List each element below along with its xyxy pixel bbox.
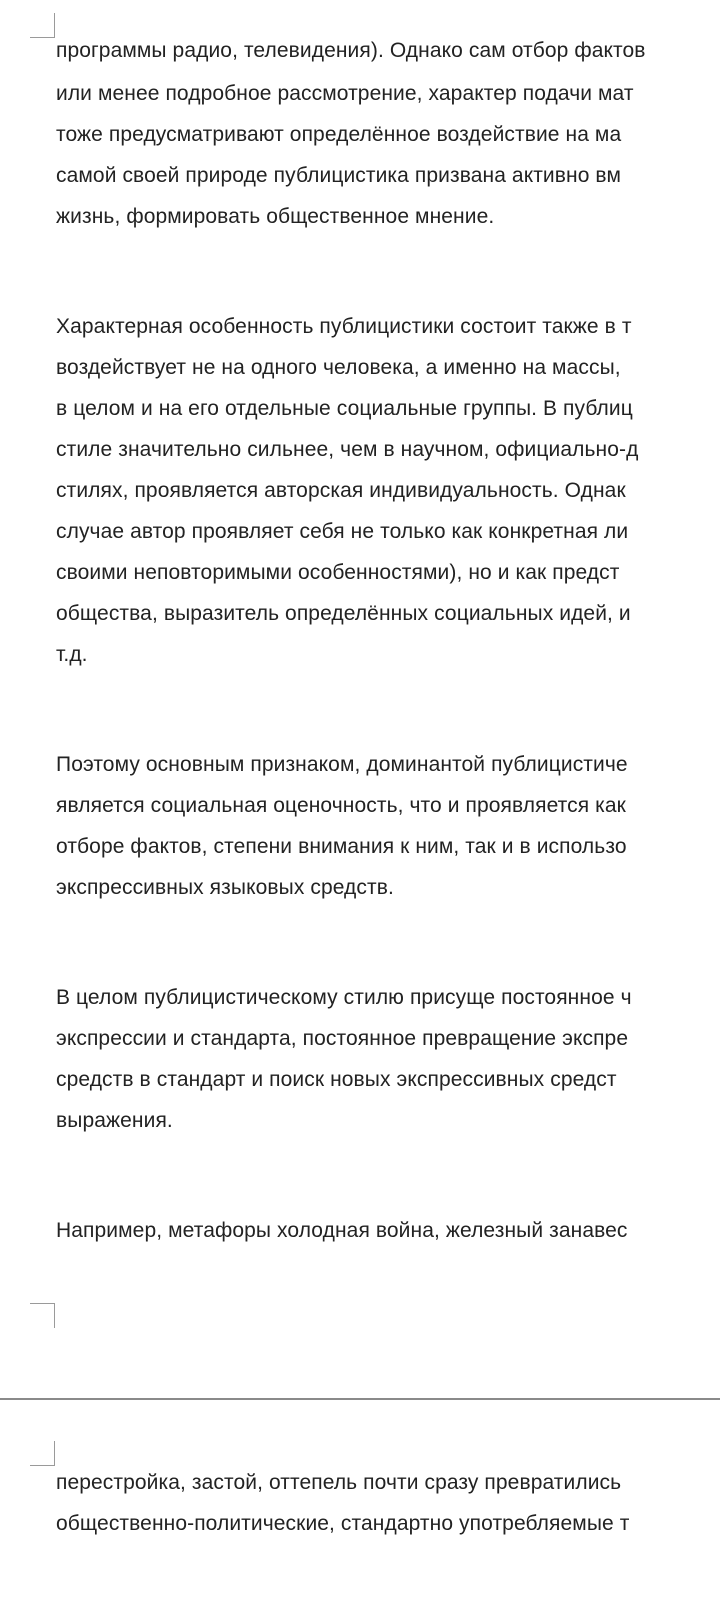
text-line: программы радио, телевидения). Однако сам отбор фактов bbox=[56, 39, 646, 62]
text-line: общества, выразитель определённых социальных идей, и bbox=[56, 602, 631, 625]
text-line: воздействует не на одного человека, а именно на массы, bbox=[56, 356, 621, 379]
text-line: в целом и на его отдельные социальные группы. В публиц bbox=[56, 397, 633, 420]
text-line: выражения. bbox=[56, 1109, 173, 1132]
page-corner-mark-top bbox=[30, 1441, 55, 1466]
page-corner-mark-bottom bbox=[30, 1303, 55, 1328]
text-line: экспрессии и стандарта, постоянное превращение экспре bbox=[56, 1027, 629, 1050]
text-line: является социальная оценочность, что и проявляется как bbox=[56, 794, 626, 817]
text-line: стиле значительно сильнее, чем в научном, официально-д bbox=[56, 438, 639, 461]
text-line: перестройка, застой, оттепель почти сразу превратились bbox=[56, 1471, 622, 1494]
page-corner-mark-top bbox=[30, 13, 55, 38]
text-line: т.д. bbox=[56, 643, 88, 666]
text-line: экспрессивных языковых средств. bbox=[56, 876, 394, 899]
text-line: тоже предусматривают определённое воздействие на ма bbox=[56, 123, 622, 146]
text-line: Например, метафоры холодная война, железный занавес bbox=[56, 1219, 628, 1242]
text-line: случае автор проявляет себя не только как конкретная ли bbox=[56, 520, 629, 543]
text-line: жизнь, формировать общественное мнение. bbox=[56, 205, 495, 228]
document-page-2 bbox=[0, 1400, 720, 1600]
text-line: или менее подробное рассмотрение, характер подачи мат bbox=[56, 82, 634, 105]
text-line: средств в стандарт и поиск новых экспрессивных средст bbox=[56, 1068, 617, 1091]
text-line: Характерная особенность публицистики состоит также в т bbox=[56, 315, 632, 338]
text-line: общественно-политические, стандартно употребляемые т bbox=[56, 1512, 630, 1535]
text-line: В целом публицистическому стилю присуще постоянное ч bbox=[56, 986, 632, 1009]
text-line: отборе фактов, степени внимания к ним, так и в использо bbox=[56, 835, 627, 858]
text-line: стилях, проявляется авторская индивидуальность. Однак bbox=[56, 479, 626, 502]
text-line: самой своей природе публицистика призвана активно вм bbox=[56, 164, 621, 187]
text-line: Поэтому основным признаком, доминантой публицистиче bbox=[56, 753, 628, 776]
text-line: своими неповторимыми особенностями), но и как предст bbox=[56, 561, 620, 584]
